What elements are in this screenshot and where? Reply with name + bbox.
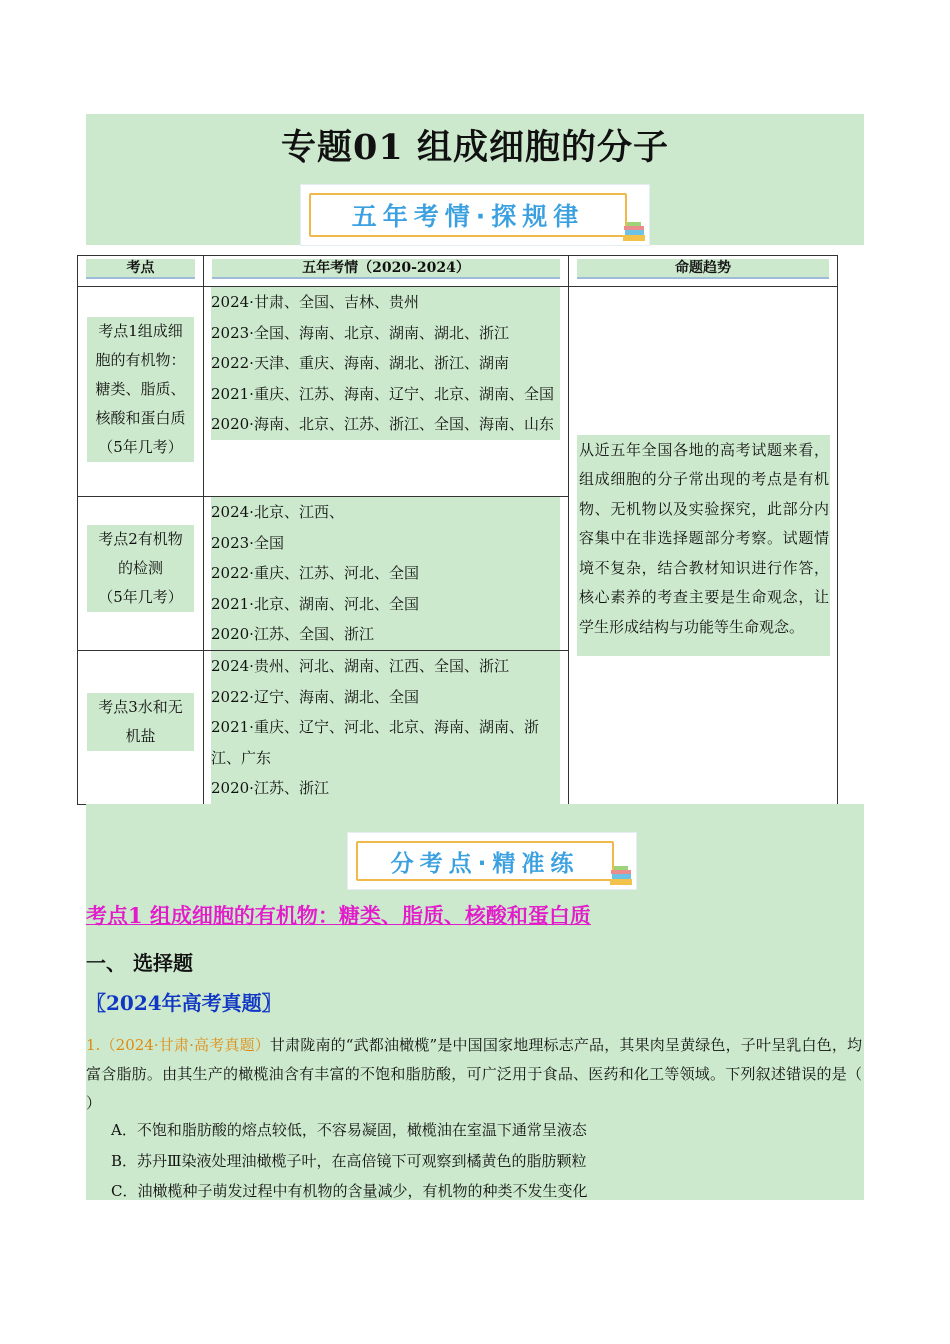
- year-heading: 〖2024年高考真题〗: [86, 991, 282, 1015]
- header-years: 五年考情（2020-2024）: [204, 256, 569, 287]
- topic-box: 考点2有机物 的检测 （5年几考）: [87, 525, 194, 612]
- question-source: （2024·甘肃·高考真题）: [100, 1036, 270, 1054]
- table-header-row: [78, 256, 838, 287]
- exam-overview-table: [77, 255, 838, 805]
- years-cell: [204, 497, 569, 651]
- trend-cell: [569, 287, 838, 805]
- option-b: B．苏丹Ⅲ染液处理油橄榄子叶，在高倍镜下可观察到橘黄色的脂肪颗粒: [111, 1152, 587, 1170]
- section-heading: 考点1 组成细胞的有机物：糖类、脂质、核酸和蛋白质: [86, 903, 591, 928]
- question-text: 甘肃陇南的“武都油橄榄”是中国国家地理标志产品，其果肉呈黄绿色，子叶呈乳白色，均富含脂肪。由其生产的橄榄油含有丰富的不饱和脂肪酸，可广泛用于食品、医药和化工等领域。下列叙述错误的是（ ）: [86, 1036, 862, 1112]
- option-a: A．不饱和脂肪酸的熔点较低，不容易凝固，橄榄油在室温下通常呈液态: [111, 1121, 587, 1139]
- banner-five-year-label: 五年考情·探规律: [309, 193, 627, 237]
- option-c: C．油橄榄种子萌发过程中有机物的含量减少，有机物的种类不发生变化: [111, 1182, 588, 1200]
- books-icon: [608, 865, 634, 887]
- banner-practice: [347, 832, 637, 890]
- banner-practice-label: 分考点·精准练: [356, 841, 614, 881]
- topic-box: 考点1组成细 胞的有机物： 糖类、脂质、 核酸和蛋白质 （5年几考）: [87, 317, 194, 462]
- header-block: [86, 114, 864, 245]
- years-box: 2024·贵州、河北、湖南、江西、全国、浙江 2022·辽宁、海南、湖北、全国 2021·重庆、辽宁、河北、北京、海南、湖南、浙江、广东 2020·江苏、浙江: [211, 651, 560, 804]
- topic-cell: [78, 651, 204, 805]
- page-title: 专题01 组成细胞的分子: [281, 127, 669, 168]
- trend-box: 从近五年全国各地的高考试题来看，组成细胞的分子常出现的考点是有机物、无机物以及实验探究，此部分内容集中在非选择题部分考察。试题情境不复杂，结合教材知识进行作答，核心素养的考查主要是生命观念，让学生形成结构与功能等生命观念。: [577, 435, 830, 657]
- header-topic: 考点: [78, 256, 204, 287]
- practice-section: [86, 804, 864, 1200]
- years-box: 2024·北京、江西、 2023·全国 2022·重庆、江苏、河北、全国 2021·北京、湖南、河北、全国 2020·江苏、全国、浙江: [211, 497, 560, 650]
- banner-five-year: [300, 184, 650, 246]
- years-box: 2024·甘肃、全国、吉林、贵州 2023·全国、海南、北京、湖南、湖北、浙江 2022·天津、重庆、海南、湖北、浙江、湖南 2021·重庆、江苏、海南、辽宁、北京、湖南、全国 2020·海南、北京、江苏、浙江、全国、海南、山东: [211, 287, 560, 440]
- table-row: [78, 287, 838, 497]
- question-stem: [86, 1031, 862, 1118]
- years-cell: [204, 287, 569, 497]
- topic-box: 考点3水和无 机盐: [87, 693, 194, 751]
- years-cell: [204, 651, 569, 805]
- header-trend: 命题趋势: [569, 256, 838, 287]
- topic-cell: [78, 287, 204, 497]
- topic-cell: [78, 497, 204, 651]
- question-number: 1.: [86, 1036, 101, 1054]
- subsection-heading: 一、 选择题: [86, 951, 193, 975]
- books-icon: [621, 221, 647, 243]
